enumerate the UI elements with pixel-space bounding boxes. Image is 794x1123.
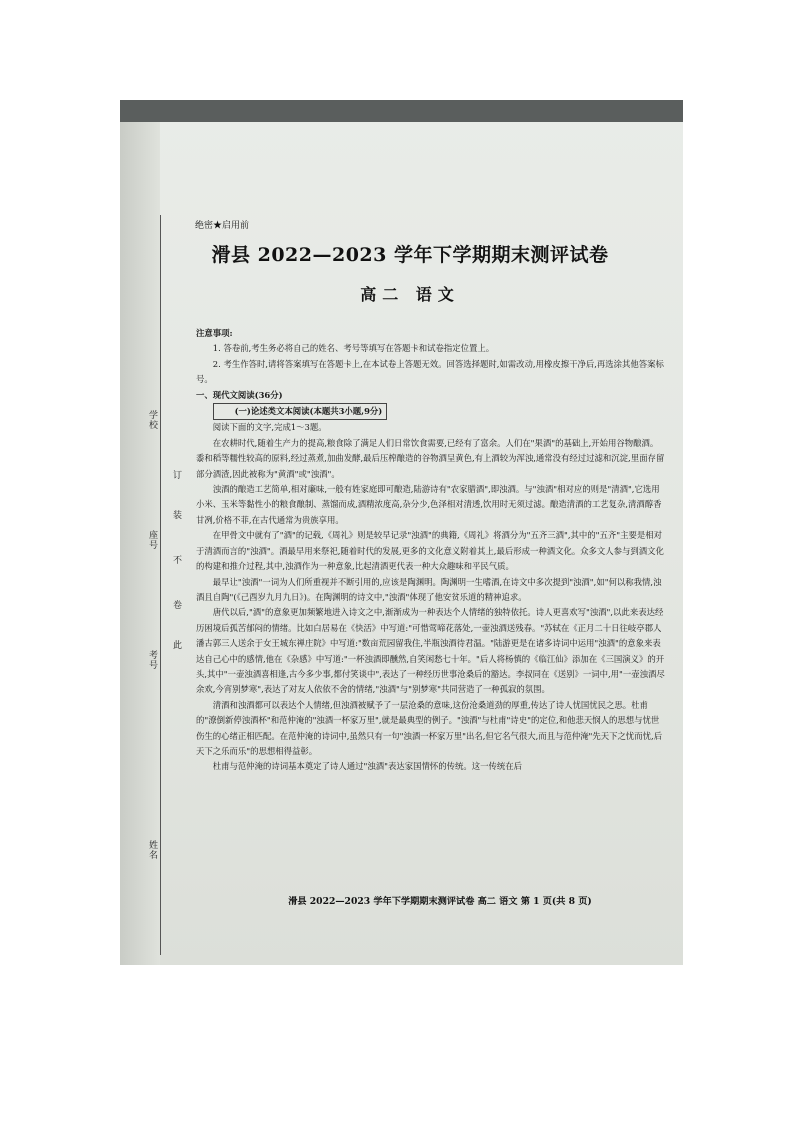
- paragraph: 唐代以后,"酒"的意象更加频繁地进入诗文之中,渐渐成为一种表达个人情绪的独特依托。诗人更喜欢写"浊酒",以此来表达经历困境后孤苦郁闷的情绪。比如白居易在《快活》中写道:"可惜莺啼花落处,一壶浊酒送残春。"苏轼在《正月二十日往岐亭郡人潘古郭三人送余于女王城东禅庄院》中写道:"数亩荒园留我住,半瓶浊酒待君温。"陆游更是在诸多诗词中运用"浊酒"的意象来表达自己心中的感情,他在《杂感》中写道:"一杯浊酒即醺然,自笑闲愁七十年。"后人将杨慎的《临江仙》添加在《三国演义》的开头,其中"一壶浊酒喜相逢,古今多少事,都付笑谈中",表达了一种经历世事沧桑后的豁达。李叔同在《送别》一词中,用"一壶浊酒尽余欢,今宵别梦寒",表达了对友人依依不舍的情绪,"浊酒"与"别梦寒"共同营造了一种孤寂的氛围。: [196, 607, 665, 695]
- instruction: 阅读下面的文字,完成1～3题。: [212, 422, 327, 433]
- page-footer: 滑县 2022—2023 学年下学期期末测评试卷 高二 语文 第 1 页(共 8 页): [288, 896, 592, 907]
- seal-char: 此: [171, 640, 181, 650]
- paragraph: 浊酒的酿造工艺简单,相对廉味,一般有姓家庭即可酿造,陆游诗有"农家腊酒",即浊酒。与"浊酒"相对应的则是"清酒",它选用小米、玉米等黏性小的粮食酿制、蒸馏而成,酒精浓度高,杂分少,色泽相对清透,饮用时无须过滤。酿造清酒的工艺复杂,清酒醇香甘冽,价格不菲,在古代通常为贵族享用。: [196, 484, 662, 525]
- paragraph: 清酒和浊酒都可以表达个人情绪,但浊酒被赋予了一层沧桑的意味,这份沧桑道劲的厚重,传达了诗人忧国忧民之思。杜甫的"潦倒新停浊酒杯"和范仲淹的"浊酒一杯家万里",就是最典型的例子。"浊酒"与杜甫"诗史"的定位,和他悲天悯人的思想与忧世伤生的心绪正相匹配。在范仲淹的诗词中,虽然只有一句"浊酒一杯家万里"出名,但它名气很大,而且与范仲淹"先天下之忧而忧,后天下之乐而乐"的思想相得益彰。: [196, 699, 663, 756]
- exam-number-label: 考号: [147, 650, 157, 670]
- paragraph: 在农耕时代,随着生产力的提高,粮食除了满足人们日常饮食需要,已经有了富余。人们在"果酒"的基础上,开始用谷物酿酒。黍和稻等糯性较高的原料,经过蒸煮,加曲发酵,最后压榨酿造的谷物酒呈黄色,有上酒较为浑浊,通常没有经过过滤和沉淀,里面存留部分酒渣,因此被称为"黄酒"或"浊酒"。: [196, 437, 665, 479]
- notice-item: 1. 答卷前,考生务必将自己的姓名、考号等填写在答题卡和试卷指定位置上。: [212, 343, 495, 354]
- exam-content: [196, 326, 666, 775]
- paragraph: 杜甫与范仲淹的诗词基本奠定了诗人通过"浊酒"表达家国情怀的传统。这一传统在后: [212, 761, 522, 772]
- name-label: 姓名: [147, 840, 157, 860]
- subsection-heading: (一)论述类文本阅读(本题共3小题,9分): [213, 403, 387, 420]
- paragraph: 在甲骨文中就有了"酒"的记载,《周礼》则是较早记录"浊酒"的典籍,《周礼》将酒分为"五齐三酒",其中的"五齐"主要是相对于清酒而言的"浊酒"。酒最早用来祭祀,随着时代的发展,更多的文化意义附着其上,最后形成一种酒文化。众多文人参与到酒文化的构建和推介过程,其中,浊酒作为一种意象,比起清酒更代表一种大众趣味和平民气质。: [196, 530, 664, 572]
- notice-item: 2. 考生作答时,请将答案填写在答题卡上,在本试卷上答题无效。回答选择题时,如需改动,用橡皮擦干净后,再选涂其他答案标号。: [196, 358, 664, 385]
- background-edge: [120, 100, 683, 122]
- exam-title: 滑县 2022—2023 学年下学期期末测评试卷: [211, 244, 609, 266]
- section-heading: 一、现代文阅读(36分): [196, 389, 283, 400]
- exam-subtitle: 高二 语文: [360, 285, 460, 304]
- secret-tag: 绝密★启用前: [195, 221, 250, 231]
- seal-char: 卷: [171, 600, 181, 610]
- notice-heading: 注意事项:: [196, 328, 233, 338]
- seal-char: 订: [171, 470, 181, 480]
- seat-label: 座号: [147, 530, 157, 550]
- school-label: 学校: [147, 410, 157, 430]
- binding-line: [160, 215, 161, 955]
- paragraph: 最早让"浊酒"一词为人们所重视并不断引用的,应该是陶渊明。陶渊明一生嗜酒,在诗文中多次提到"浊酒",如"何以称我情,浊酒且自陶"(《己酉岁九月九日》)。在陶渊明的诗文中,"浊酒"体现了他安贫乐道的精神追求。: [196, 576, 662, 602]
- seal-char: 不: [171, 555, 181, 565]
- seal-char: 装: [171, 510, 181, 520]
